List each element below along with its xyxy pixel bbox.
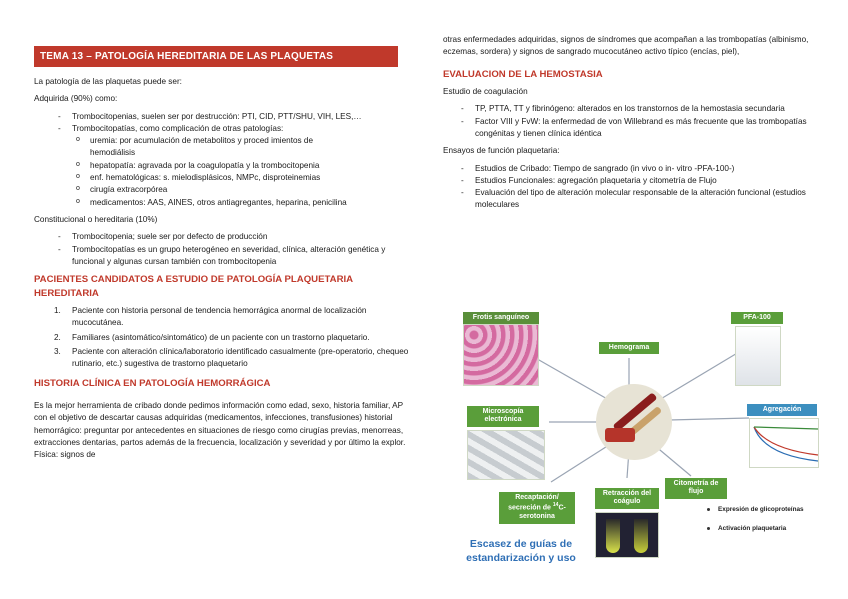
caption-line-1: Escasez de guías de <box>469 538 573 550</box>
retraccion-label: Retracción del coágulo <box>595 488 659 509</box>
func-label: Ensayos de función plaquetaria: <box>443 146 560 156</box>
list-item: - Trombocitopatías es un grupo heterogéneo en severidad, clínica, alteración genética y funcional y algunas cursan también con trombocitopenia <box>58 244 411 269</box>
eval-heading: EVALUACION DE LA HEMOSTASIA <box>443 68 603 80</box>
list-item: - Trombocitopenia; suele ser por defecto de producción <box>58 231 411 243</box>
list-item: o uremia: por acumulación de metabolitos y proced imientos de hemodiálisis <box>76 135 360 160</box>
list-item: o cirugía extracorpórea <box>76 184 411 196</box>
constitutional-label: Constitucional o hereditaria (10%) <box>34 214 158 224</box>
item-text: Paciente con alteración clínica/laboratorio identificado casualmente (pre-operatorio, chequeo rutinario, etc.) sugestiva de trastorno plaquetario <box>72 346 409 369</box>
list-item: o enf. hematológicas: s. mielodisplásicos, NMPc, disproteinemias <box>76 172 411 184</box>
recaptacion-line-2: secreción de <box>508 504 553 512</box>
vial-shape <box>605 428 635 442</box>
constitutional-list <box>34 231 411 268</box>
aggregation-curves <box>750 419 819 468</box>
func-list <box>443 163 818 212</box>
item-number: 3. <box>54 346 61 356</box>
page-title: TEMA 13 – PATOLOGÍA HEREDITARIA DE LAS PLAQUETAS <box>34 46 398 67</box>
recaptacion-line-3: C-serotonina <box>519 504 566 521</box>
microscopia-image <box>467 430 545 480</box>
connector-line <box>669 418 749 420</box>
candidates-heading: PACIENTES CANDIDATOS A ESTUDIO DE PATOLOGÍA PLAQUETARIA HEREDITARIA <box>34 274 353 299</box>
agregacion-chart-image <box>749 418 819 468</box>
list-item: - Factor VIII y FvW: la enfermedad de von Willebrand es más frecuente que las trombopatías congénitas y tienen clínica idéntica <box>461 116 818 141</box>
flow-bullet-text: Activación plaquetaria <box>718 525 787 532</box>
list-item: - Estudios de Cribado: Tiempo de sangrado (in vivo o in- vitro -PFA-100-) <box>461 163 818 175</box>
flow-bullet <box>707 524 786 534</box>
item-number: 1. <box>54 306 61 315</box>
item-text: Paciente con historia personal de tendencia hemorrágica anormal de localización mucocutánea. <box>72 306 367 328</box>
candidates-list <box>34 305 411 370</box>
recaptacion-isotope: 14 <box>552 502 559 509</box>
list-item <box>54 305 411 330</box>
list-item: - Trombocitopenias, suelen ser por destrucción: PTI, CID, PTT/SHU, VIH, LES,… <box>58 111 411 123</box>
continuation-text: otras enfermedades adquiridas, signos de síndromes que acompañan a las trombopatías (albinismo, eczemas, sordera) y signos de sangrado mucocutáneo activo típico (encías, piel), <box>443 35 809 57</box>
recaptacion-label <box>499 492 575 524</box>
list-item: - TP, PTTA, TT y fibrinógeno: alterados en los transtornos de la hemostasia secundaria <box>461 103 818 115</box>
acquired-list <box>34 111 411 136</box>
item-number: 2. <box>54 332 61 342</box>
figure-caption <box>461 538 581 565</box>
caption-line-2: estandarización y uso <box>466 551 576 564</box>
flow-bullet-text: Expresión de glicoproteínas <box>718 506 804 513</box>
connector-line <box>551 445 609 482</box>
pfa-device-image <box>735 326 781 386</box>
coag-list <box>443 103 818 140</box>
citometria-label: Citometría de flujo <box>665 478 727 499</box>
item-text: Familiares (asintomático/sintomático) de un paciente con un trastorno plaquetario. <box>72 332 370 342</box>
pfa-label: PFA-100 <box>731 312 783 324</box>
intro-text: La patología de las plaquetas puede ser: <box>34 77 182 86</box>
list-item: o medicamentos: AAS, AINES, otros antiagregantes, heparina, penicilina <box>76 197 411 209</box>
history-heading: HISTORIA CLÍNICA EN PATOLOGÍA HEMORRÁGICA <box>34 378 271 390</box>
list-item <box>54 346 411 371</box>
history-text: Es la mejor herramienta de cribado donde pedimos información como edad, sexo, historia familiar, AP con el objetivo de descartar causas adquiridas (medicamentos, infecciones, transfusiones) historial hemorrágico: preguntar por antecedentes en situaciones de riesgo como cirugías previas, menorreas, extracciones dentarias, partos además de la frecuencia, localización y severidad y por último la explor. Física: signos de <box>34 400 406 460</box>
recaptacion-line-1: Recaptación/ <box>515 494 559 501</box>
coag-label: Estudio de coagulación <box>443 87 528 97</box>
frotis-label: Frotis sanguíneo <box>463 312 539 324</box>
tube-shape <box>634 519 648 553</box>
flow-bullet <box>707 505 804 515</box>
bullet-dot <box>707 508 710 511</box>
retraccion-image <box>595 512 659 558</box>
list-item: - Trombocitopatías, como complicación de otras patologías: <box>58 123 411 135</box>
hemostasis-diagram <box>459 300 825 575</box>
frotis-image <box>463 324 539 386</box>
central-sample-image <box>596 384 672 460</box>
acquired-sublist <box>34 135 411 209</box>
tube-shape <box>606 519 620 553</box>
connector-line <box>659 352 739 400</box>
list-item: - Estudios Funcionales: agregación plaquetaria y citometría de Flujo <box>461 175 818 187</box>
acquired-label: Adquirida (90%) como: <box>34 94 118 104</box>
list-item <box>54 332 411 344</box>
agregacion-label: Agregación <box>747 404 817 416</box>
right-column <box>443 34 818 212</box>
list-item: o hepatopatía: agravada por la coagulopatía y la trombocitopenia <box>76 160 411 172</box>
hemograma-label: Hemograma <box>599 342 659 354</box>
microscopia-label: Microscopía electrónica <box>467 406 539 427</box>
list-item: - Evaluación del tipo de alteración molecular responsable de la alteración funcional (estudios moleculares <box>461 187 818 212</box>
bullet-dot <box>707 527 710 530</box>
left-column <box>34 46 411 461</box>
